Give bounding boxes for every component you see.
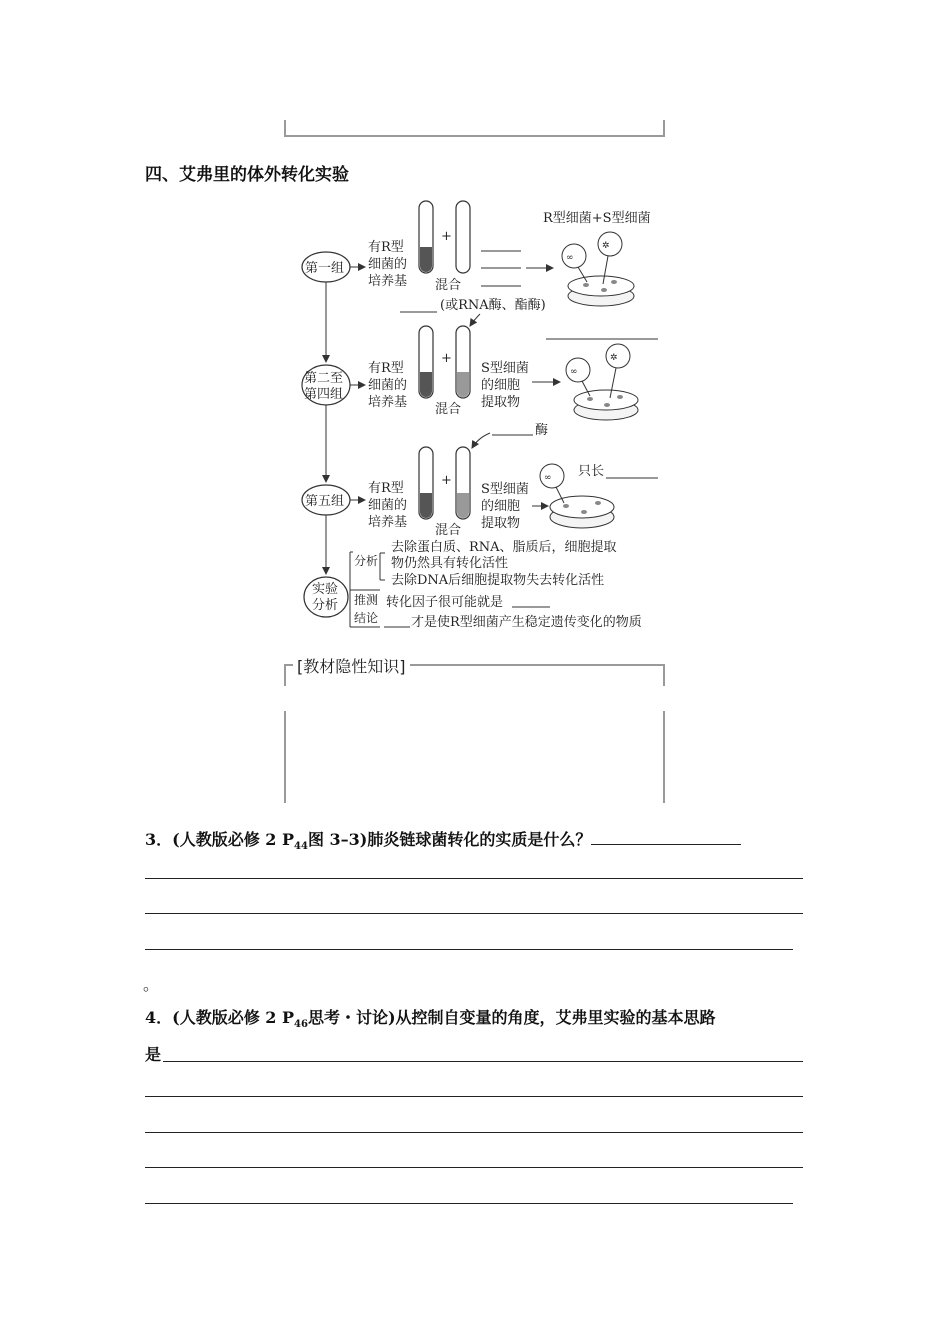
g2-mix: 混合 xyxy=(435,402,462,417)
g5-extract-line3: 提取物 xyxy=(481,516,521,531)
q3-source-suffix: 图 3–3) xyxy=(307,830,368,849)
analysis-line-3: 去除DNA后细胞提取物失去转化活性 xyxy=(391,573,605,588)
g1-colony-2 xyxy=(601,288,607,292)
q4-number: 4． xyxy=(145,1008,173,1027)
g5-plate xyxy=(550,496,614,518)
q4-answer-line-4[interactable] xyxy=(145,1167,803,1168)
group2-label-line1: 第二至 xyxy=(304,371,344,386)
g5-extract-line2: 的细胞 xyxy=(481,499,521,514)
q3-source-prefix: (人教版必修 2 P xyxy=(172,830,295,849)
conclusion-label: 结论 xyxy=(354,611,379,625)
q3-answer-line-1[interactable] xyxy=(145,878,803,879)
analysis-bubble-line2: 分析 xyxy=(312,598,339,613)
analysis-line-2: 物仍然具有转化活性 xyxy=(391,556,509,571)
g2-bubble-r-cells: ∞ xyxy=(570,367,578,377)
analysis-sub-bracket xyxy=(380,553,385,580)
top-label: R型细菌+S型细菌 xyxy=(543,211,651,226)
g2-medium-line2: 细菌的 xyxy=(368,378,408,393)
q4-source-prefix: (人教版必修 2 P xyxy=(172,1008,295,1027)
g2-tube-right-fill xyxy=(457,372,469,397)
g5-tube-right-fill xyxy=(457,493,469,518)
q3-answer-line-3[interactable] xyxy=(145,949,793,950)
g1-colony-3 xyxy=(611,280,617,284)
g5-medium-line2: 细菌的 xyxy=(368,498,408,513)
g1-bubble-r-cells: ∞ xyxy=(566,253,574,263)
analysis-label: 分析 xyxy=(354,554,379,568)
q4-answer-line-5[interactable] xyxy=(145,1203,793,1204)
enzyme-note-arrow xyxy=(470,314,480,326)
enzyme-arrow xyxy=(472,433,490,448)
g2-tube-left-fill xyxy=(420,372,432,397)
q3-answer-line-2[interactable] xyxy=(145,913,803,914)
g1-mix: 混合 xyxy=(435,278,462,293)
knowledge-frame-right-top xyxy=(663,664,665,686)
q4-text-cont: 是 xyxy=(145,1045,162,1064)
g5-plus: + xyxy=(441,473,452,488)
g5-colony-1 xyxy=(563,504,569,508)
section-heading: 四、艾弗里的体外转化实验 xyxy=(145,165,349,185)
g5-tube-left-fill xyxy=(420,493,432,518)
g2-medium-line3: 培养基 xyxy=(368,395,408,410)
g2-bubble-s-cells: ✲ xyxy=(610,353,618,363)
knowledge-frame-right xyxy=(663,711,665,803)
g2-colony-2 xyxy=(604,403,610,407)
question-3 xyxy=(145,827,741,852)
q3-page: 44 xyxy=(294,841,308,853)
q4-answer-line-3[interactable] xyxy=(145,1132,803,1133)
g2-extract-line1: S型细菌 xyxy=(481,361,529,376)
g2-plate xyxy=(574,390,638,410)
only-grow-label: 只长 xyxy=(578,464,605,479)
knowledge-frame-left-top xyxy=(284,664,286,686)
g2-colony-3 xyxy=(617,395,623,399)
g2-medium-line1: 有R型 xyxy=(368,361,404,376)
g1-plus: + xyxy=(441,229,452,244)
g5-bubble-r-cells: ∞ xyxy=(544,473,552,483)
group1-label: 第一组 xyxy=(305,261,345,276)
inference-text: 转化因子很可能就是 xyxy=(386,595,504,610)
q4-answer-line-2[interactable] xyxy=(145,1096,803,1097)
g1-tube-right xyxy=(456,201,470,273)
knowledge-frame-left xyxy=(284,711,286,803)
q4-text: 从控制自变量的角度，艾弗里实验的基本思路 xyxy=(395,1008,716,1027)
g5-medium-line1: 有R型 xyxy=(368,481,404,496)
g5-colony-3 xyxy=(595,501,601,505)
g1-bubble-s-cells: ✲ xyxy=(602,241,610,251)
g5-mix: 混合 xyxy=(435,523,462,538)
g1-medium-line3: 培养基 xyxy=(368,274,408,289)
g2-colony-1 xyxy=(587,397,593,401)
enzyme-label: 酶 xyxy=(535,423,549,438)
g2-plus: + xyxy=(441,351,452,366)
knowledge-box-title: [教材隐性知识] xyxy=(293,654,410,677)
g5-extract-line1: S型细菌 xyxy=(481,482,529,497)
g5-colony-2 xyxy=(581,510,587,514)
g1-medium-line1: 有R型 xyxy=(368,240,404,255)
q4-answer-line-1[interactable] xyxy=(163,1061,803,1062)
group2-label-line2: 第四组 xyxy=(304,387,344,402)
analysis-line-1: 去除蛋白质、RNA、脂质后，细胞提取 xyxy=(391,540,617,555)
q3-end-mark: 。 xyxy=(143,975,160,994)
q3-text: 肺炎链球菌转化的实质是什么？ xyxy=(367,830,592,849)
analysis-bubble-line1: 实验 xyxy=(312,582,339,597)
g2-extract-line3: 提取物 xyxy=(481,395,521,410)
g5-medium-line3: 培养基 xyxy=(368,515,408,530)
g1-colony-1 xyxy=(583,283,589,287)
q3-number: 3． xyxy=(145,830,173,849)
g1-medium-line2: 细菌的 xyxy=(368,257,408,272)
conclusion-text: 才是使R型细菌产生稳定遗传变化的物质 xyxy=(411,615,642,630)
question-4 xyxy=(145,1005,716,1030)
g1-tube-left-fill xyxy=(420,247,432,272)
g1-plate xyxy=(568,276,634,296)
q3-answer-blank-inline[interactable] xyxy=(591,843,741,845)
avery-experiment-diagram xyxy=(0,0,950,640)
inference-label: 推测 xyxy=(354,593,379,607)
g2-extract-line2: 的细胞 xyxy=(481,378,521,393)
group5-label: 第五组 xyxy=(305,494,345,509)
q4-source-suffix: 思考・讨论) xyxy=(307,1008,396,1027)
q4-page: 46 xyxy=(294,1019,308,1031)
enzyme-note: (或RNA酶、酯酶) xyxy=(440,298,546,313)
